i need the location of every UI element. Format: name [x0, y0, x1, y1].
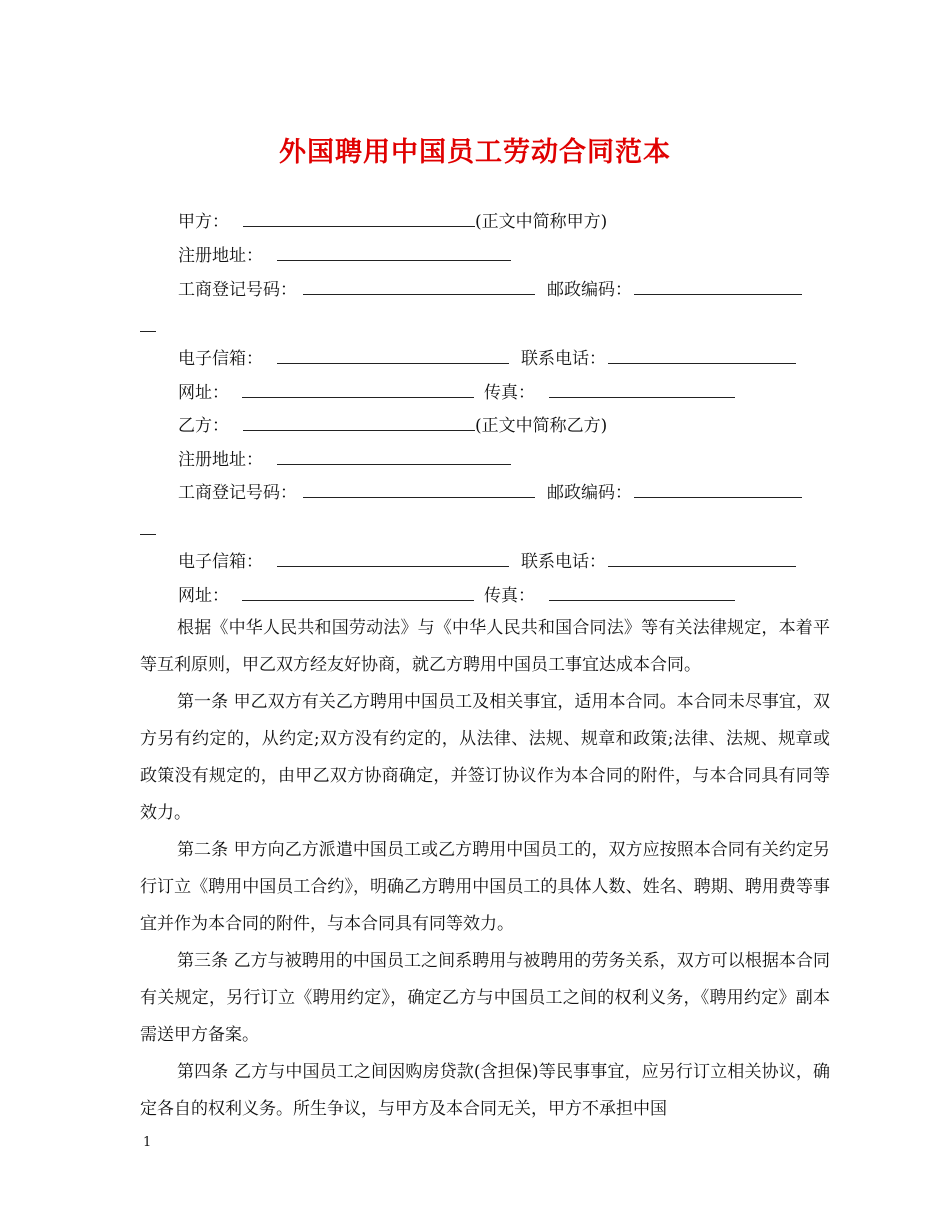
- party-a-blank: [243, 211, 475, 227]
- party-a-web-line: [178, 382, 735, 404]
- party-b-fax-label: 传真：: [484, 586, 535, 606]
- party-a-email-label: 电子信箱：: [178, 349, 263, 369]
- party-a-fax-label: 传真：: [484, 383, 535, 403]
- party-b-reg-label: 工商登记号码：: [178, 483, 297, 503]
- party-a-address-label: 注册地址：: [178, 246, 263, 266]
- party-b-email-label: 电子信箱：: [178, 552, 263, 572]
- party-b-email-blank: [277, 551, 509, 567]
- article-3-paragraph: 第三条 乙方与被聘用的中国员工之间系聘用与被聘用的劳务关系，双方可以根据本合同有关规定，另行订立《聘用约定》，确定乙方与中国员工之间的权利义务，《聘用约定》副本需送甲方备案。: [140, 951, 830, 1045]
- party-b-reg-blank: [303, 482, 535, 498]
- party-a-note: (正文中简称甲方): [475, 212, 608, 232]
- party-b-website-blank: [242, 585, 474, 601]
- party-b-label: 乙方：: [178, 416, 229, 436]
- party-a-line: [178, 211, 607, 233]
- party-a-postcode-blank: [634, 279, 802, 295]
- party-a-website-label: 网址：: [178, 383, 229, 403]
- party-b-website-label: 网址：: [178, 586, 229, 606]
- party-b-address-line: [178, 449, 511, 471]
- party-b-postcode-label: 邮政编码：: [547, 483, 632, 503]
- party-b-phone-label: 联系电话：: [521, 552, 606, 572]
- party-a-website-blank: [242, 382, 474, 398]
- page-number: 1: [143, 1135, 152, 1150]
- party-a-phone-label: 联系电话：: [521, 349, 606, 369]
- article-4-paragraph: 第四条 乙方与中国员工之间因购房贷款(含担保)等民事事宜，应另行订立相关协议，确定各自的权利义务。所生争议，与甲方及本合同无关，甲方不承担中国: [140, 1062, 830, 1119]
- party-a-wrap-dash: [140, 331, 156, 332]
- article-2-paragraph: 第二条 甲方向乙方派遣中国员工或乙方聘用中国员工的，双方应按照本合同有关约定另行订立《聘用中国员工合约》，明确乙方聘用中国员工的具体人数、姓名、聘期、聘用费等事宜并作为本合同的附件，与本合同具有同等效力。: [140, 840, 830, 934]
- party-a-reg-label: 工商登记号码：: [178, 280, 297, 300]
- party-a-reg-blank: [303, 279, 535, 295]
- article-1-paragraph: 第一条 甲乙双方有关乙方聘用中国员工及相关事宜，适用本合同。本合同未尽事宜，双方另有约定的，从约定;双方没有约定的，从法律、法规、规章和政策;法律、法规、规章或政策没有规定的，由甲乙双方协商确定，并签订协议作为本合同的附件，与本合同具有同等效力。: [140, 692, 830, 823]
- party-a-postcode-label: 邮政编码：: [547, 280, 632, 300]
- party-a-fax-blank: [549, 382, 735, 398]
- party-a-phone-blank: [608, 348, 796, 364]
- party-b-phone-blank: [608, 551, 796, 567]
- party-b-address-blank: [277, 449, 511, 465]
- document-title: 外国聘用中国员工劳动合同范本: [279, 137, 671, 168]
- party-a-email-blank: [277, 348, 509, 364]
- party-b-fax-blank: [549, 585, 735, 601]
- party-b-note: (正文中简称乙方): [475, 416, 608, 436]
- party-b-wrap-dash: [140, 534, 156, 535]
- preamble-paragraph: 根据《中华人民共和国劳动法》与《中华人民共和国合同法》等有关法律规定，本着平等互利原则，甲乙双方经友好协商，就乙方聘用中国员工事宜达成本合同。: [140, 618, 830, 675]
- party-b-postcode-blank: [634, 482, 802, 498]
- party-a-address-line: [178, 245, 511, 267]
- party-a-contact-line: [178, 348, 796, 370]
- party-b-registration-line: [178, 482, 802, 504]
- party-b-line: [178, 415, 607, 437]
- party-a-label: 甲方：: [178, 212, 229, 232]
- party-b-web-line: [178, 585, 735, 607]
- party-b-blank: [243, 415, 475, 431]
- party-a-registration-line: [178, 279, 802, 301]
- party-b-contact-line: [178, 551, 796, 573]
- party-b-address-label: 注册地址：: [178, 450, 263, 470]
- party-a-address-blank: [277, 245, 511, 261]
